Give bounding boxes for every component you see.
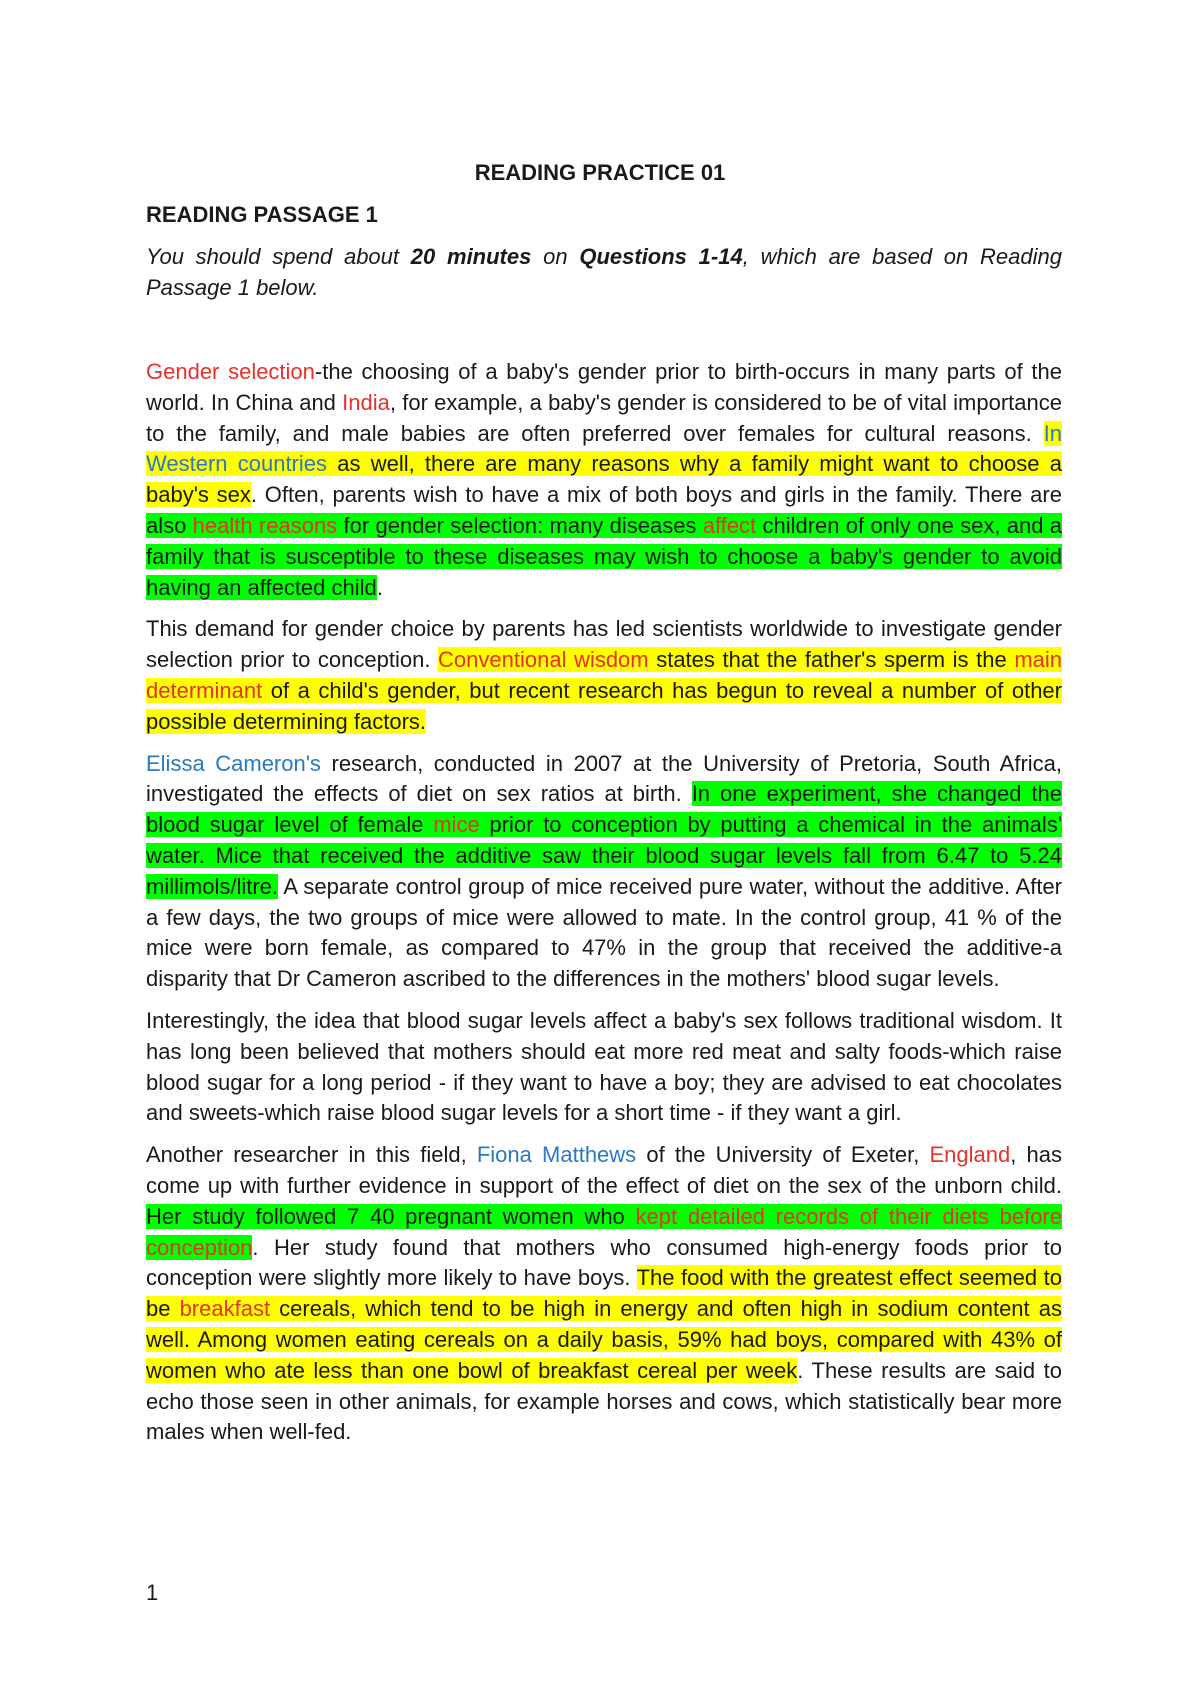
green-highlight: In one experiment, she changed the blood sugar level of female	[146, 781, 1062, 838]
instructions-minutes: 20 minutes	[410, 244, 532, 269]
yellow-highlight-blue-term: In Western countries	[146, 420, 1062, 477]
paragraph-1	[146, 357, 1062, 603]
text-run: Another researcher in this field,	[146, 1142, 477, 1168]
paragraph-5	[146, 1140, 1062, 1448]
text-run: . These results are said to echo those seen in other animals, for example horses and cows, which statistically bear more males when well-fed.	[146, 1357, 1062, 1445]
green-highlight-red-term: health reasons	[192, 512, 338, 538]
yellow-highlight: as well, there are many reasons why a family might want to choose a baby's sex	[146, 451, 1062, 508]
paragraph-2	[146, 614, 1062, 737]
passage-body	[146, 357, 1062, 1459]
text-run: .	[376, 574, 383, 600]
instructions-questions: Questions 1-14	[579, 244, 743, 269]
text-run: , for example, a baby's gender is considered to be of vital importance to the family, and male babies are often preferred over females for cultural reasons.	[146, 389, 1062, 446]
text-run: This demand for gender choice by parents has led scientists worldwide to investigate gender selection prior to conception.	[146, 616, 1062, 673]
yellow-highlight: The food with the greatest effect seemed to be	[146, 1265, 1062, 1322]
page-number: 1	[146, 1580, 159, 1605]
green-highlight: prior to conception by putting a chemical in the animals' water. Mice that received the additive saw their blood sugar levels fall from 6.47 to 5.24 millimols/litre.	[146, 812, 1062, 899]
red-term: England	[929, 1142, 1011, 1168]
text-run: -the choosing of a baby's gender prior to birth-occurs in many parts of the world. In China and	[146, 359, 1063, 415]
text-run: . Her study found that mothers who consumed high-energy foods prior to conception were slightly more likely to have boys.	[146, 1234, 1062, 1291]
document-title: READING PRACTICE 01	[474, 160, 726, 185]
paragraph-3	[146, 749, 1062, 995]
text-run: of the University of Exeter,	[636, 1142, 930, 1168]
instructions-text: You should spend about	[146, 244, 411, 269]
yellow-highlight: states that the father's sperm is the	[648, 647, 1015, 673]
text-run: Interestingly, the idea that blood sugar levels affect a baby's sex follows traditional wisdom. It has long been believed that mothers should eat more red meat and salty foods-which raise blood sugar for a long period - if they want to have a boy; they are advised to eat chocolates and sweets-which raise blood sugar levels for a short time - if they want a girl.	[146, 1007, 1062, 1126]
blue-term: Fiona Matthews	[476, 1142, 637, 1168]
green-highlight: for gender selection: many diseases	[337, 512, 703, 538]
blue-term: Elissa Cameron's	[146, 750, 321, 776]
red-term: India	[342, 389, 390, 415]
text-run: , has come up with further evidence in support of the effect of diet on the sex of the unborn child.	[146, 1142, 1062, 1198]
yellow-highlight: of a child's gender, but recent research has begun to reveal a number of other possible determining factors.	[146, 677, 1062, 734]
instructions-text: , which are based on Reading Passage 1 below.	[146, 244, 1062, 300]
instructions	[146, 241, 1062, 303]
green-highlight: Her study followed 7 40 pregnant women who	[146, 1203, 636, 1229]
green-highlight-red-term: kept detailed records of their diets before conception	[146, 1203, 1062, 1260]
text-run: research, conducted in 2007 at the University of Pretoria, South Africa, investigated the effects of diet on sex ratios at birth.	[146, 750, 1063, 807]
red-term: Gender selection	[146, 359, 315, 384]
green-highlight: children of only one sex, and a family that is susceptible to these diseases may wish to choose a baby's gender to avoid having an affected child	[146, 512, 1062, 600]
yellow-highlight-red-term: main determinant	[146, 647, 1062, 703]
passage-heading: READING PASSAGE 1	[146, 202, 378, 227]
yellow-highlight-red-term: breakfast	[179, 1296, 271, 1322]
instructions-text: on	[531, 244, 580, 269]
green-highlight: also	[146, 512, 193, 538]
text-run: . Often, parents wish to have a mix of both boys and girls in the family. There are	[250, 482, 1062, 508]
green-highlight-red-term: affect	[702, 512, 757, 538]
yellow-highlight-red-term: Conventional wisdom	[438, 647, 649, 673]
yellow-highlight: cereals, which tend to be high in energy and often high in sodium content as well. Among women eating cereals on a daily basis, 59% had boys, compared with 43% of women who ate less than one bowl of breakfast cereal per week	[146, 1296, 1062, 1383]
green-highlight-red-term: mice	[433, 812, 480, 838]
paragraph-4	[146, 1006, 1062, 1129]
text-run: A separate control group of mice received pure water, without the additive. After a few days, the two groups of mice were allowed to mate. In the control group, 41 % of the mice were born female, as compared to 47% in the group that received the additive-a disparity that Dr Cameron ascribed to the differences in the mothers' blood sugar levels.	[146, 873, 1062, 992]
